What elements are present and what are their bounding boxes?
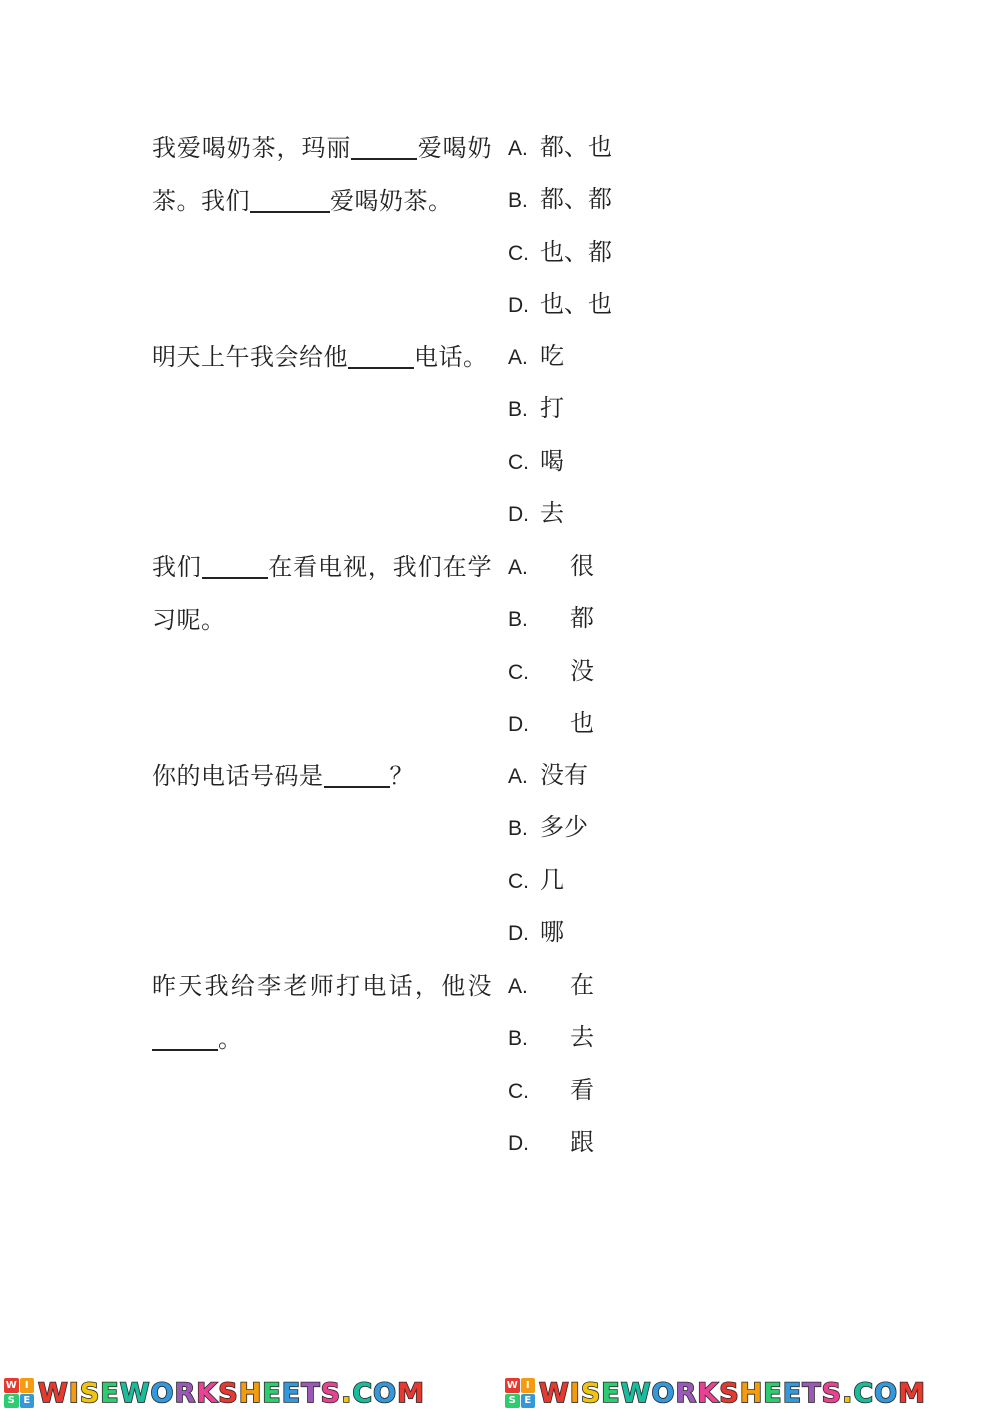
option-c[interactable] [508, 651, 594, 691]
question-stem [152, 122, 492, 227]
logo-letter: E [281, 1377, 302, 1409]
answer-blank[interactable] [202, 551, 268, 579]
logo-mark-letter: E [20, 1394, 35, 1409]
stem-text: 在看电视，我们在学习呢。 [152, 553, 493, 634]
logo-letter: . [842, 1377, 854, 1409]
logo-letter: T [301, 1377, 321, 1409]
stem-text: 爱喝奶茶。我们 [152, 134, 493, 215]
question-1 [0, 134, 1000, 343]
logo-letter: W [620, 1377, 652, 1409]
option-b[interactable] [508, 388, 564, 428]
option-text: 去 [540, 499, 564, 527]
option-text: 也、也 [540, 290, 612, 318]
logo-letter: S [79, 1377, 101, 1409]
option-letter: B. [508, 817, 528, 840]
logo-letter: R [174, 1377, 197, 1409]
option-letter: A. [508, 975, 528, 998]
logo-letter: K [196, 1377, 219, 1409]
option-letter: D. [508, 713, 529, 736]
question-stem [152, 960, 492, 1065]
option-letter: B. [508, 398, 528, 421]
question-5 [0, 972, 1000, 1181]
answer-blank[interactable] [348, 341, 414, 369]
option-b[interactable] [508, 179, 612, 219]
option-text: 都 [570, 604, 594, 632]
option-text: 喝 [540, 447, 564, 475]
stem-text: 电话。 [414, 343, 488, 371]
option-letter: B. [508, 608, 528, 631]
logo-letter: S [580, 1377, 602, 1409]
option-d[interactable] [508, 912, 564, 952]
logo-letter: T [802, 1377, 822, 1409]
option-a[interactable] [508, 965, 594, 1005]
option-text: 也、都 [540, 238, 612, 266]
logo-letter: M [898, 1377, 926, 1409]
option-c[interactable] [508, 232, 612, 272]
stem-text: 我爱喝奶茶，玛丽 [152, 134, 352, 162]
option-text: 多少 [540, 813, 588, 841]
logo-letter: E [100, 1377, 120, 1409]
logo-letter: R [675, 1377, 698, 1409]
stem-text: ？ [389, 762, 414, 790]
wiseworksheets-logo [4, 1376, 425, 1410]
logo-mark-letter: S [4, 1394, 19, 1409]
logo-letter: O [150, 1377, 175, 1409]
option-text: 也 [570, 709, 594, 737]
option-text: 没 [570, 657, 594, 685]
option-text: 打 [540, 394, 564, 422]
option-text: 没有 [540, 761, 588, 789]
stem-text: 我们 [152, 553, 202, 581]
option-letter: A. [508, 765, 528, 788]
option-d[interactable] [508, 493, 564, 533]
wiseworksheets-logo [505, 1376, 926, 1410]
option-a[interactable] [508, 546, 594, 586]
logo-letter: S [218, 1377, 239, 1409]
option-letter: A. [508, 556, 528, 579]
stem-text: 昨天我给李老师打电话，他没 [152, 972, 492, 1000]
logo-letter: I [569, 1377, 581, 1409]
option-text: 吃 [540, 342, 564, 370]
logo-text [38, 1378, 425, 1409]
logo-letter: M [397, 1377, 425, 1409]
question-stem [152, 331, 492, 384]
option-letter: C. [508, 870, 529, 893]
option-letter: B. [508, 189, 528, 212]
option-c[interactable] [508, 441, 564, 481]
logo-mark-letter: I [20, 1378, 35, 1393]
logo-letter: H [238, 1377, 263, 1409]
question-stem [152, 541, 492, 646]
option-text: 很 [570, 552, 594, 580]
option-letter: D. [508, 294, 529, 317]
option-d[interactable] [508, 284, 612, 324]
stem-text: 明天上午我会给他 [152, 343, 348, 371]
option-text: 去 [570, 1023, 594, 1051]
option-text: 都、也 [540, 133, 612, 161]
option-letter: C. [508, 1080, 529, 1103]
logo-letter: W [539, 1377, 570, 1409]
option-c[interactable] [508, 1070, 594, 1110]
option-d[interactable] [508, 703, 594, 743]
logo-letter: W [119, 1377, 151, 1409]
option-a[interactable] [508, 127, 612, 167]
question-2 [0, 343, 1000, 552]
answer-blank[interactable] [250, 185, 330, 213]
logo-letter: I [68, 1377, 80, 1409]
logo-letter: S [821, 1377, 843, 1409]
logo-mark-icon [505, 1378, 535, 1408]
option-text: 看 [570, 1076, 594, 1104]
logo-mark-letter: W [5, 1379, 17, 1391]
answer-blank[interactable] [351, 132, 417, 160]
option-letter: A. [508, 346, 528, 369]
option-text: 哪 [540, 918, 564, 946]
stem-text: 爱喝奶茶。 [330, 186, 453, 215]
logo-mark-letter: E [521, 1394, 536, 1409]
logo-mark-letter: W [506, 1379, 518, 1391]
logo-letter: E [763, 1377, 783, 1409]
option-a[interactable] [508, 336, 564, 376]
stem-text: 。 [218, 1024, 243, 1053]
option-c[interactable] [508, 860, 564, 900]
logo-letter: O [373, 1377, 398, 1409]
option-d[interactable] [508, 1122, 594, 1162]
option-b[interactable] [508, 807, 588, 847]
logo-letter: C [853, 1377, 875, 1409]
logo-letter: H [739, 1377, 764, 1409]
option-text: 在 [570, 971, 594, 999]
option-letter: C. [508, 242, 529, 265]
stem-text: 你的电话号码是 [152, 762, 324, 790]
option-a[interactable] [508, 755, 588, 795]
option-letter: D. [508, 922, 529, 945]
logo-letter: O [874, 1377, 899, 1409]
option-letter: B. [508, 1027, 528, 1050]
logo-letter: . [341, 1377, 353, 1409]
option-letter: C. [508, 661, 529, 684]
logo-letter: K [697, 1377, 720, 1409]
option-letter: D. [508, 1132, 529, 1155]
option-letter: A. [508, 137, 528, 160]
option-letter: D. [508, 503, 529, 526]
question-stem [152, 750, 492, 803]
answer-blank[interactable] [324, 760, 390, 788]
question-4 [0, 762, 1000, 971]
option-b[interactable] [508, 598, 594, 638]
logo-letter: S [320, 1377, 342, 1409]
logo-letter: E [601, 1377, 621, 1409]
footer-watermark [0, 1370, 1000, 1413]
logo-text [539, 1378, 926, 1409]
option-text: 跟 [570, 1128, 594, 1156]
logo-letter: C [352, 1377, 374, 1409]
logo-letter: S [719, 1377, 740, 1409]
logo-mark-letter: I [521, 1378, 536, 1393]
logo-letter: E [262, 1377, 282, 1409]
logo-letter: W [38, 1377, 69, 1409]
option-text: 几 [540, 866, 564, 894]
logo-letter: E [782, 1377, 803, 1409]
logo-mark-icon [4, 1378, 34, 1408]
answer-blank[interactable] [152, 1023, 218, 1051]
logo-mark-letter: S [505, 1394, 520, 1409]
option-text: 都、都 [540, 185, 612, 213]
logo-letter: O [651, 1377, 676, 1409]
question-3 [0, 553, 1000, 762]
option-letter: C. [508, 451, 529, 474]
option-b[interactable] [508, 1017, 594, 1057]
